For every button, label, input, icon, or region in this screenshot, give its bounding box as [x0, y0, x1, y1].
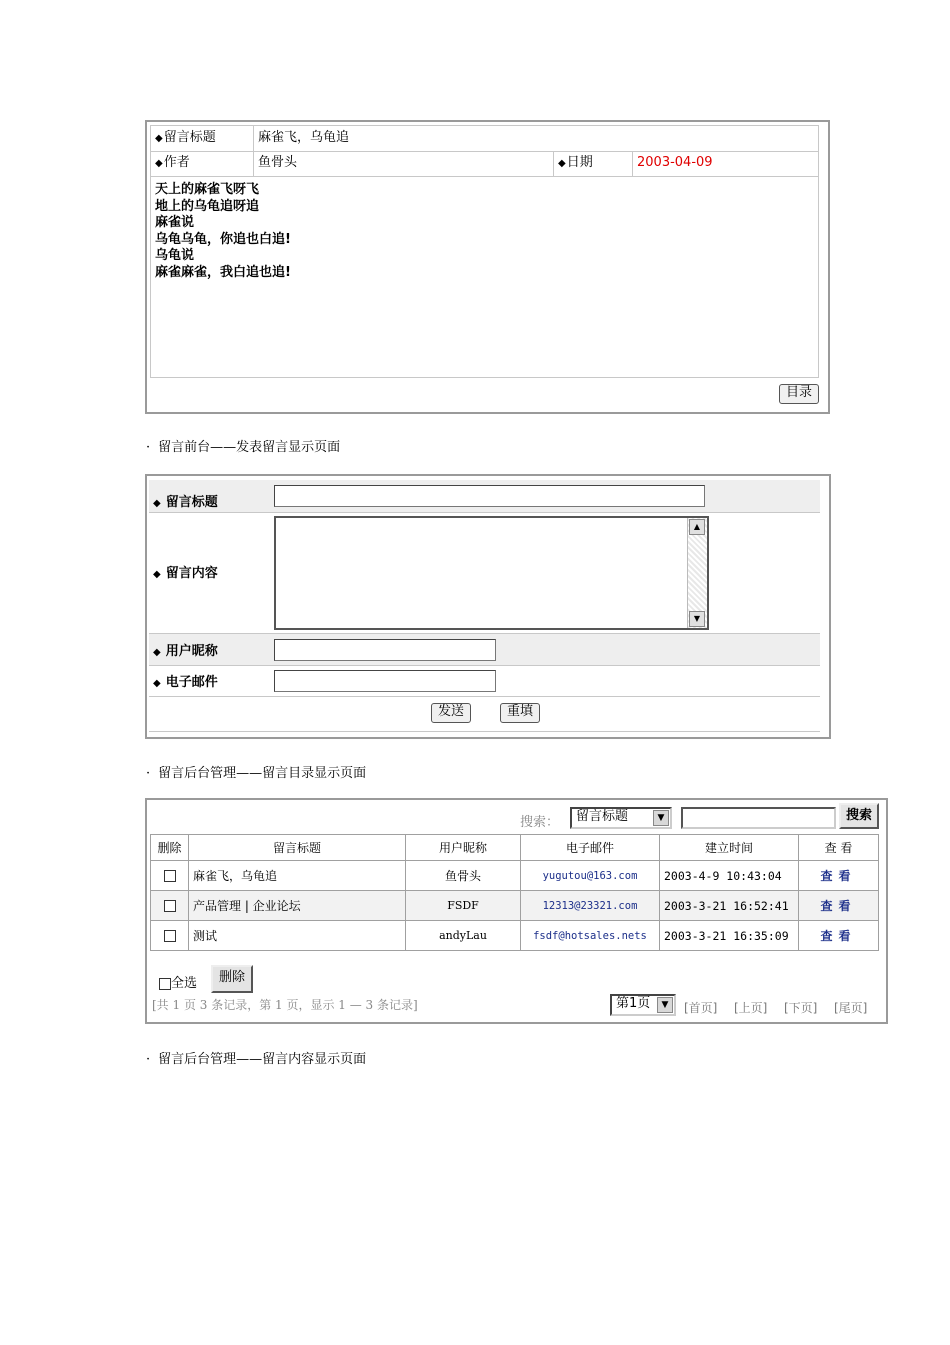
search-label: 搜索： [520, 815, 560, 830]
form-row-title [149, 480, 820, 513]
diamond-bullet-icon: ◆ [153, 647, 161, 658]
caption-content-page [146, 1048, 366, 1067]
textarea-scrollbar[interactable] [687, 518, 707, 628]
message-body [155, 182, 291, 282]
table-row [151, 861, 879, 891]
row-nickname: andyLau [406, 921, 521, 951]
scroll-up-icon[interactable]: ▲ [689, 519, 705, 535]
select-all-label: 全选 [171, 976, 198, 991]
pager-prev[interactable]: [上页] [734, 1001, 768, 1015]
form-nickname-label [153, 640, 218, 659]
select-all-checkbox[interactable] [159, 978, 171, 990]
header-title: 留言标题 [189, 835, 406, 861]
row-checkbox[interactable] [164, 930, 176, 942]
header-view: 查 看 [799, 835, 879, 861]
diamond-bullet-icon: ◆ [153, 569, 161, 580]
content-textarea[interactable] [274, 516, 709, 630]
author-label-cell [151, 151, 254, 176]
message-view-panel [145, 120, 830, 414]
row-view-link[interactable]: 查看 [799, 921, 879, 951]
row-title: 麻雀飞，乌龟追 [189, 861, 406, 891]
select-all[interactable] [159, 972, 197, 991]
body-line: 天上的麻雀飞呀飞 [155, 182, 260, 197]
caption-post-page [146, 436, 340, 455]
row-email[interactable]: yugutou@163.com [521, 861, 660, 891]
table-header-row [151, 835, 879, 861]
body-line: 麻雀麻雀，我白追也追! [155, 264, 291, 280]
body-line: 麻雀说 [155, 215, 195, 231]
row-checkbox-cell [151, 861, 189, 891]
form-row-nickname [149, 634, 820, 666]
row-nickname: 鱼骨头 [406, 861, 521, 891]
search-field-select[interactable] [570, 807, 672, 829]
message-table [150, 834, 879, 951]
pager-last[interactable]: [尾页] [834, 1001, 868, 1015]
date-label: 日期 [566, 155, 593, 170]
caption-list-page [146, 762, 366, 781]
header-time: 建立时间 [660, 835, 799, 861]
caption-bullet: · [146, 440, 151, 455]
form-title-label-text: 留言标题 [165, 495, 218, 510]
body-line: 乌龟乌龟，你追也白追! [155, 231, 291, 247]
body-line: 乌龟说 [155, 248, 195, 264]
search-button[interactable]: 搜索 [839, 803, 879, 829]
search-input[interactable] [681, 807, 836, 829]
author-row [151, 151, 818, 177]
author-label: 作者 [163, 155, 190, 170]
title-label-cell [151, 126, 254, 151]
chevron-down-icon[interactable]: ▼ [653, 810, 669, 826]
records-summary: [共 1 页 3 条记录，第 1 页，显示 1 — 3 条记录] [152, 998, 418, 1012]
caption-text: 留言后台管理——留言内容显示页面 [158, 1052, 367, 1067]
row-time: 2003-3-21 16:35:09 [660, 921, 799, 951]
title-row [151, 126, 818, 152]
caption-bullet: · [146, 1052, 151, 1067]
date-value: 2003-04-09 [637, 155, 713, 170]
nickname-input[interactable] [274, 639, 496, 661]
row-checkbox-cell [151, 891, 189, 921]
post-form-panel [145, 474, 831, 739]
form-email-label-text: 电子邮件 [165, 675, 218, 690]
message-list-panel [145, 798, 888, 1024]
diamond-bullet-icon: ◆ [153, 498, 161, 509]
row-checkbox[interactable] [164, 900, 176, 912]
page-select[interactable] [610, 994, 676, 1016]
delete-button[interactable]: 删除 [211, 965, 253, 993]
pager-next[interactable]: [下页] [784, 1001, 818, 1015]
form-content-label-text: 留言内容 [165, 566, 218, 581]
form-row-email [149, 666, 820, 697]
diamond-bullet-icon: ◆ [155, 158, 163, 169]
diamond-bullet-icon: ◆ [558, 158, 566, 169]
row-view-link[interactable]: 查看 [799, 891, 879, 921]
title-label: 留言标题 [163, 130, 216, 145]
table-row [151, 891, 879, 921]
form-nickname-label-text: 用户昵称 [165, 644, 218, 659]
scroll-down-icon[interactable]: ▼ [689, 611, 705, 627]
caption-text: 留言后台管理——留言目录显示页面 [158, 766, 367, 781]
catalog-button[interactable]: 目录 [779, 384, 819, 404]
row-title: 测试 [189, 921, 406, 951]
caption-bullet: · [146, 766, 151, 781]
message-view-inner [150, 125, 819, 378]
row-checkbox-cell [151, 921, 189, 951]
row-time: 2003-3-21 16:52:41 [660, 891, 799, 921]
form-title-label [153, 491, 218, 510]
caption-text: 留言前台——发表留言显示页面 [158, 440, 341, 455]
page-select-value: 第1页 [616, 996, 651, 1011]
pager-first[interactable]: [首页] [684, 1001, 718, 1015]
reset-button[interactable]: 重填 [500, 703, 540, 723]
row-checkbox[interactable] [164, 870, 176, 882]
chevron-down-icon[interactable]: ▼ [657, 997, 673, 1013]
send-button[interactable]: 发送 [431, 703, 471, 723]
row-email[interactable]: 12313@23321.com [521, 891, 660, 921]
header-nickname: 用户昵称 [406, 835, 521, 861]
date-label-cell [554, 151, 633, 176]
diamond-bullet-icon: ◆ [155, 133, 163, 144]
row-title: 产品管理 | 企业论坛 [189, 891, 406, 921]
body-line: 地上的乌龟追呀追 [155, 198, 260, 214]
form-email-label [153, 671, 218, 690]
title-input[interactable] [274, 485, 705, 507]
table-row [151, 921, 879, 951]
form-content-label [153, 562, 218, 581]
row-email[interactable]: fsdf@hotsales.nets [521, 921, 660, 951]
email-input[interactable] [274, 670, 496, 692]
form-row-content [149, 513, 820, 634]
row-time: 2003-4-9 10:43:04 [660, 861, 799, 891]
header-delete: 删除 [151, 835, 189, 861]
diamond-bullet-icon: ◆ [153, 678, 161, 689]
row-nickname: FSDF [406, 891, 521, 921]
header-email: 电子邮件 [521, 835, 660, 861]
form-row-buttons [149, 697, 820, 732]
search-field-select-value: 留言标题 [576, 809, 629, 824]
title-value: 麻雀飞，乌龟追 [258, 130, 350, 145]
row-view-link[interactable]: 查看 [799, 861, 879, 891]
author-value: 鱼骨头 [254, 151, 554, 176]
